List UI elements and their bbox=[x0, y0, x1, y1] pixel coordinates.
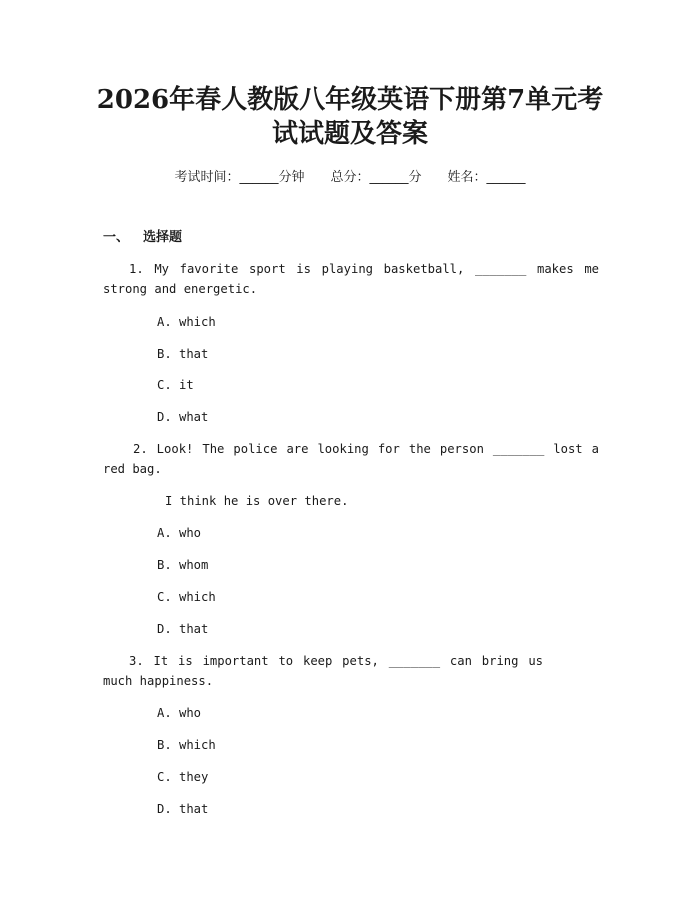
question-3-text: 3. It is important to keep pets, _______ can bring us much happiness. bbox=[103, 654, 543, 688]
total-score-label: 总分：______分 bbox=[330, 170, 422, 185]
question-3-option-d[interactable]: D. that bbox=[157, 802, 209, 816]
question-1-option-c[interactable]: C. it bbox=[157, 378, 194, 392]
question-3-option-c[interactable]: C. they bbox=[157, 770, 209, 784]
question-1-text: 1. My favorite sport is playing basketball, _______ makes me strong and energetic. bbox=[103, 262, 599, 296]
document-title-line-1: 2026年春人教版八年级英语下册第7单元考 bbox=[96, 85, 604, 115]
question-1-option-d[interactable]: D. what bbox=[157, 410, 209, 424]
question-2-option-a[interactable]: A. who bbox=[157, 526, 202, 540]
section-number: 一、 bbox=[103, 230, 130, 245]
exam-time-label: 考试时间：______分钟 bbox=[174, 170, 305, 185]
section-title: 选择题 bbox=[143, 230, 183, 245]
question-2-option-b[interactable]: B. whom bbox=[157, 558, 209, 572]
student-name-label: 姓名：______ bbox=[447, 170, 526, 185]
question-3-option-b[interactable]: B. which bbox=[157, 738, 216, 752]
section-heading bbox=[103, 228, 182, 248]
question-1-option-a[interactable]: A. which bbox=[157, 315, 216, 329]
question-1-option-b[interactable]: B. that bbox=[157, 347, 209, 361]
document-title-line-2: 试试题及答案 bbox=[271, 119, 428, 149]
question-3-option-a[interactable]: A. who bbox=[157, 706, 202, 720]
exam-meta bbox=[0, 168, 700, 188]
question-2-option-c[interactable]: C. which bbox=[157, 590, 216, 604]
question-2-subline: I think he is over there. bbox=[165, 494, 349, 508]
question-2-option-d[interactable]: D. that bbox=[157, 622, 209, 636]
question-2-text: 2. Look! The police are looking for the person _______ lost a red bag. bbox=[103, 442, 599, 476]
